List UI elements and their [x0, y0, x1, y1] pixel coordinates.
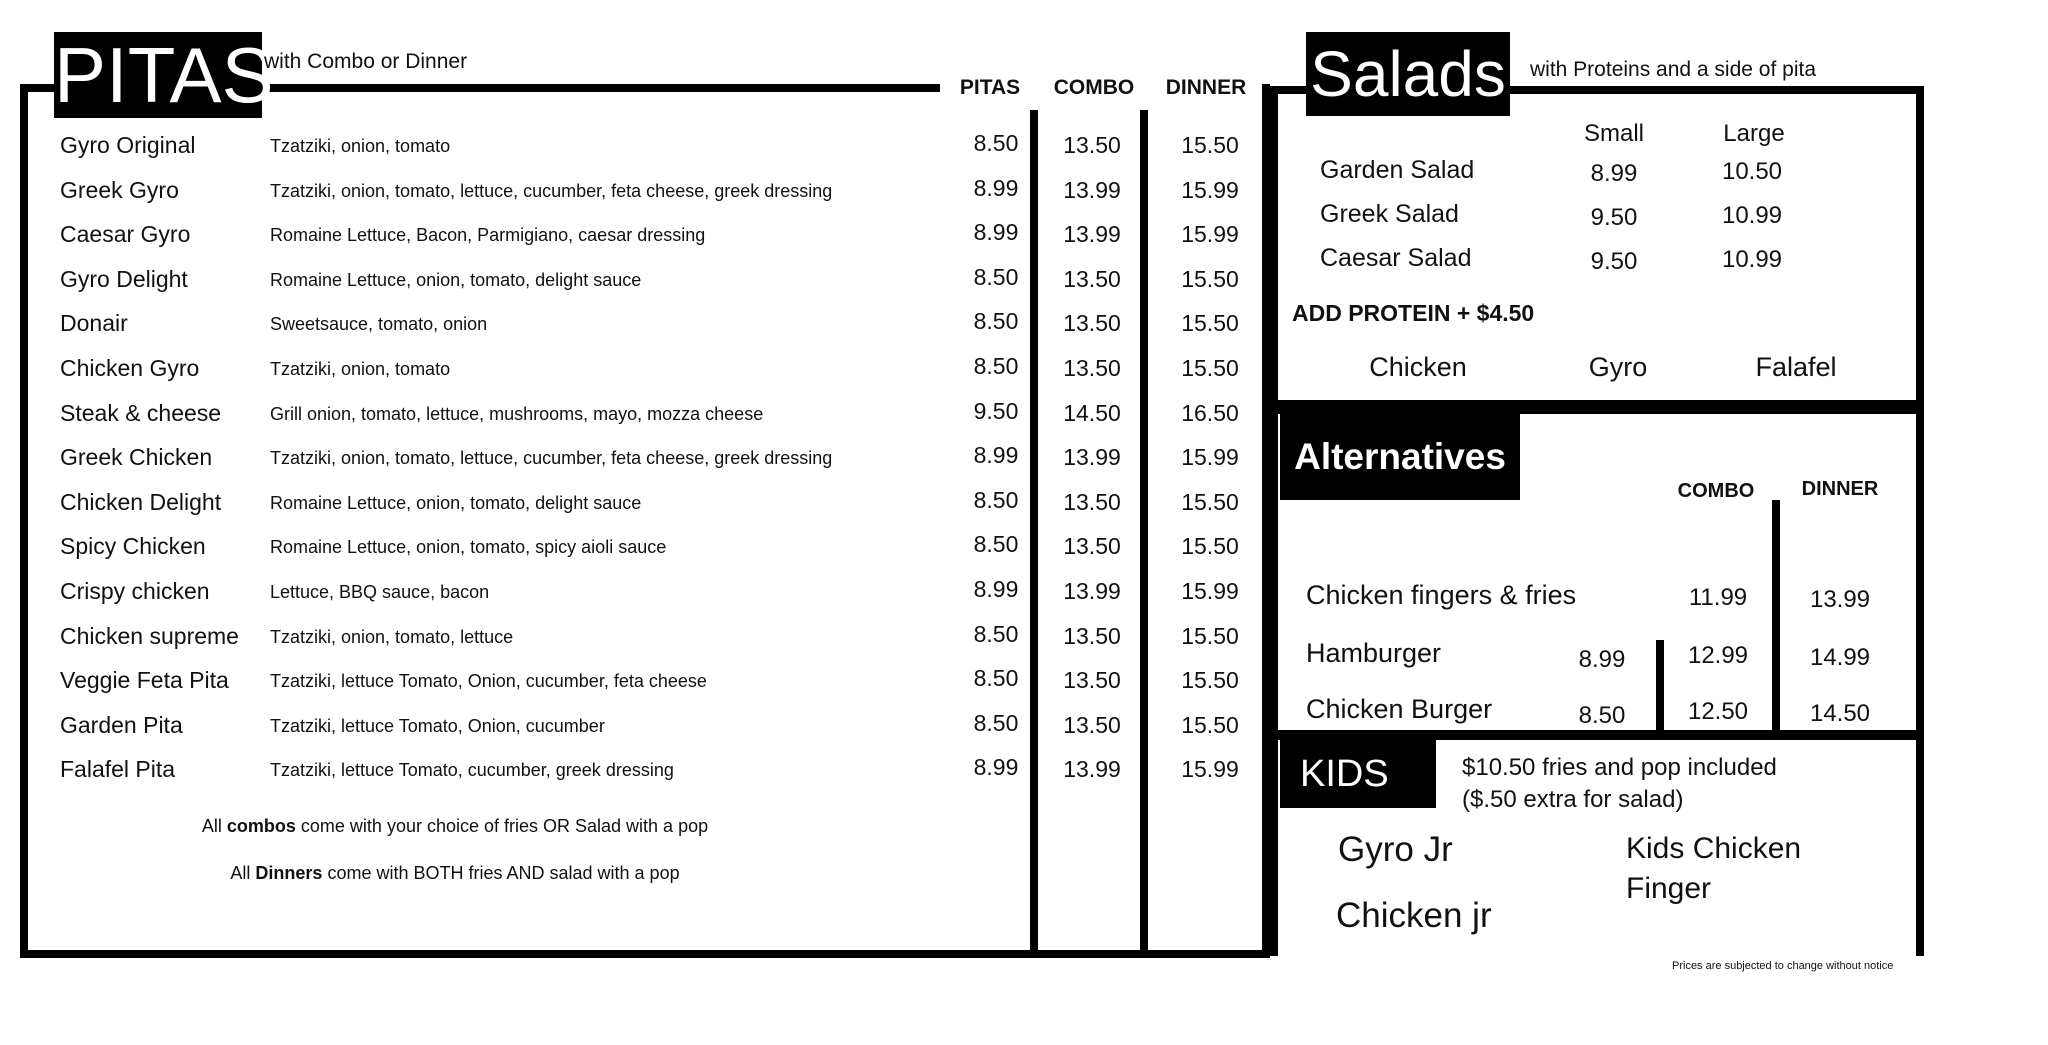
kids-item-chicken-jr: Chicken jr: [1336, 896, 1492, 935]
pita-price-combo: 13.50: [1063, 623, 1121, 649]
pita-price-dinner: 15.50: [1181, 489, 1239, 515]
pita-price-pita: 8.99: [973, 576, 1019, 602]
pita-price-combo: 13.99: [1063, 444, 1121, 470]
pita-price-combo: 13.50: [1063, 132, 1121, 158]
pitas-frame-left: [20, 84, 28, 958]
pita-price-pita: 8.99: [973, 442, 1019, 468]
pita-price-pita: 8.50: [973, 665, 1019, 691]
dinner-note-pre: All: [230, 863, 256, 883]
salads-subtitle: with Proteins and a side of pita: [1530, 58, 1817, 81]
pita-price-pita: 8.50: [973, 621, 1019, 647]
pita-item-name: Chicken Delight: [60, 489, 222, 515]
pita-price-pita: 8.50: [973, 487, 1019, 513]
pita-price-pita: 8.99: [973, 175, 1019, 201]
combo-note-post: come with your choice of fries OR Salad with a pop: [295, 816, 709, 836]
pita-item-desc: Romaine Lettuce, onion, tomato, delight sauce: [270, 493, 642, 513]
pita-item-desc: Grill onion, tomato, lettuce, mushrooms, mayo, mozza cheese: [270, 404, 764, 424]
pita-item-name: Crispy chicken: [60, 578, 210, 604]
salad-item-name: Caesar Salad: [1320, 244, 1472, 272]
alt-item-name: Chicken fingers & fries: [1306, 580, 1577, 610]
protein-chicken: Chicken: [1369, 352, 1467, 382]
pita-price-combo: 13.99: [1063, 221, 1121, 247]
pita-item-desc: Tzatziki, lettuce Tomato, Onion, cucumber, feta cheese: [270, 671, 707, 691]
alt-price-single: 8.50: [1578, 702, 1626, 729]
kids-info-line2: ($.50 extra for salad): [1462, 786, 1684, 813]
pita-price-combo: 13.50: [1063, 310, 1121, 336]
pita-item-desc: Romaine Lettuce, onion, tomato, delight sauce: [270, 270, 642, 290]
pitas-col-combo: COMBO: [1053, 76, 1135, 99]
kids-item-finger: Finger: [1626, 872, 1712, 905]
pita-price-dinner: 15.50: [1181, 667, 1239, 693]
pita-item-desc: Lettuce, BBQ sauce, bacon: [270, 582, 490, 602]
pita-price-dinner: 16.50: [1181, 400, 1239, 426]
pita-price-combo: 13.50: [1063, 667, 1121, 693]
pita-item-name: Falafel Pita: [60, 756, 176, 782]
pita-price-combo: 13.50: [1063, 266, 1121, 292]
dinner-note-post: come with BOTH fries AND salad with a pop: [322, 863, 680, 883]
pita-price-dinner: 15.50: [1181, 712, 1239, 738]
add-protein: ADD PROTEIN + $4.50: [1292, 300, 1535, 326]
pita-item-name: Gyro Delight: [60, 266, 188, 292]
pita-item-name: Greek Chicken: [60, 444, 213, 470]
pitas-frame-top-right: [1262, 84, 1270, 92]
alternatives-title: Alternatives: [1280, 414, 1520, 500]
alt-price-dinner: 14.99: [1809, 644, 1871, 671]
combo-note: [202, 816, 708, 837]
combo-note-pre: All: [201, 816, 227, 836]
alt-price-dinner: 13.99: [1809, 586, 1871, 613]
pita-price-dinner: 15.50: [1181, 310, 1239, 336]
pita-price-dinner: 15.50: [1181, 355, 1239, 381]
pita-price-combo: 13.50: [1063, 712, 1121, 738]
pita-price-pita: 8.50: [973, 531, 1019, 557]
pitas-title: PITAS: [54, 31, 274, 119]
salad-price-small: 9.50: [1590, 204, 1638, 231]
combo-note-bold: combos: [226, 816, 296, 836]
alt-divider-dinner: [1772, 500, 1780, 732]
pitas-divider-1: [1030, 110, 1038, 950]
pita-price-combo: 13.99: [1063, 177, 1121, 203]
pita-price-combo: 14.50: [1063, 400, 1121, 426]
kids-info-line1: $10.50 fries and pop included: [1462, 754, 1777, 781]
pita-item-desc: Tzatziki, onion, tomato, lettuce, cucumber, feta cheese, greek dressing: [270, 448, 833, 468]
pita-item-desc: Tzatziki, onion, tomato: [270, 136, 451, 156]
pita-price-pita: 8.50: [973, 130, 1019, 156]
alt-item-name: Hamburger: [1306, 638, 1442, 668]
pitas-divider-3: [1262, 92, 1270, 950]
salads-col-large: Large: [1723, 120, 1785, 147]
kids-item-gyro-jr: Gyro Jr: [1338, 830, 1453, 869]
pitas-subtitle: with Combo or Dinner: [264, 50, 468, 73]
pita-price-dinner: 15.50: [1181, 533, 1239, 559]
alt-price-combo: 12.50: [1687, 698, 1749, 725]
pita-price-dinner: 15.99: [1181, 221, 1239, 247]
pita-item-name: Gyro Original: [60, 132, 196, 158]
salad-price-large: 10.50: [1721, 158, 1783, 185]
price-disclaimer: Prices are subjected to change without notice: [1672, 960, 1894, 972]
pita-price-combo: 13.50: [1063, 355, 1121, 381]
alt-item-name: Chicken Burger: [1306, 694, 1493, 724]
pita-price-dinner: 15.50: [1181, 266, 1239, 292]
pita-price-combo: 13.50: [1063, 489, 1121, 515]
pita-price-pita: 8.50: [973, 308, 1019, 334]
salads-col-small: Small: [1583, 120, 1645, 147]
pita-item-desc: Tzatziki, onion, tomato, lettuce, cucumber, feta cheese, greek dressing: [270, 181, 833, 201]
pita-price-pita: 8.50: [973, 264, 1019, 290]
protein-falafel: Falafel: [1755, 352, 1837, 382]
pita-item-name: Steak & cheese: [60, 400, 222, 426]
pita-price-pita: 8.99: [973, 754, 1019, 780]
kids-separator: [1270, 730, 1924, 740]
salads-title: Salads: [1306, 32, 1510, 116]
right-frame-left: [1270, 86, 1278, 956]
pita-price-pita: 8.50: [973, 353, 1019, 379]
salad-item-name: Greek Salad: [1320, 200, 1459, 228]
pita-item-desc: Romaine Lettuce, Bacon, Parmigiano, caesar dressing: [270, 225, 706, 245]
salad-price-large: 10.99: [1721, 202, 1783, 229]
pita-item-name: Veggie Feta Pita: [60, 667, 229, 693]
alt-price-single: 8.99: [1578, 646, 1626, 673]
alt-divider-combo: [1656, 640, 1664, 732]
pitas-divider-2: [1140, 110, 1148, 950]
pitas-col-pitas: PITAS: [959, 76, 1021, 99]
pita-item-name: Chicken Gyro: [60, 355, 200, 381]
dinner-note: [230, 863, 679, 884]
salads-separator: [1270, 400, 1924, 414]
pita-item-name: Spicy Chicken: [60, 533, 206, 559]
pita-item-desc: Tzatziki, onion, tomato, lettuce: [270, 627, 514, 647]
pita-price-dinner: 15.99: [1181, 444, 1239, 470]
alt-price-combo: 11.99: [1688, 584, 1748, 611]
pita-item-name: Garden Pita: [60, 712, 183, 738]
pita-price-combo: 13.50: [1063, 533, 1121, 559]
salad-price-large: 10.99: [1721, 246, 1783, 273]
pita-price-combo: 13.99: [1063, 756, 1121, 782]
alt-col-dinner: DINNER: [1801, 478, 1879, 500]
pita-item-desc: Tzatziki, lettuce Tomato, cucumber, greek dressing: [270, 760, 674, 780]
right-frame-right: [1916, 86, 1924, 956]
pita-price-dinner: 15.99: [1181, 177, 1239, 203]
protein-gyro: Gyro: [1588, 352, 1648, 382]
dinner-note-bold: Dinners: [255, 863, 323, 883]
pita-item-desc: Tzatziki, onion, tomato: [270, 359, 451, 379]
pita-price-combo: 13.99: [1063, 578, 1121, 604]
pita-price-dinner: 15.50: [1181, 623, 1239, 649]
pita-item-name: Caesar Gyro: [60, 221, 191, 247]
pita-item-desc: Sweetsauce, tomato, onion: [270, 314, 488, 334]
alt-price-dinner: 14.50: [1809, 700, 1871, 727]
pita-price-pita: 8.50: [973, 710, 1019, 736]
alt-col-combo: COMBO: [1677, 480, 1755, 502]
salad-item-name: Garden Salad: [1320, 156, 1475, 184]
alt-price-combo: 12.99: [1687, 642, 1749, 669]
pita-price-pita: 9.50: [973, 398, 1019, 424]
pita-price-dinner: 15.99: [1181, 756, 1239, 782]
pita-item-desc: Tzatziki, lettuce Tomato, Onion, cucumber: [270, 716, 605, 736]
pitas-frame-bottom: [20, 950, 1270, 958]
pita-price-dinner: 15.99: [1181, 578, 1239, 604]
pita-item-name: Greek Gyro: [60, 177, 179, 203]
salad-price-small: 8.99: [1590, 160, 1638, 187]
pitas-col-dinner: DINNER: [1165, 76, 1247, 99]
kids-title: KIDS: [1280, 740, 1436, 808]
pita-item-name: Chicken supreme: [60, 623, 239, 649]
pita-price-dinner: 15.50: [1181, 132, 1239, 158]
right-frame-top-right: [1508, 86, 1924, 94]
pita-price-pita: 8.99: [973, 219, 1019, 245]
pita-item-name: Donair: [60, 310, 128, 336]
pita-item-desc: Romaine Lettuce, onion, tomato, spicy aioli sauce: [270, 537, 667, 557]
kids-item-kids-chicken: Kids Chicken: [1626, 832, 1802, 865]
salad-price-small: 9.50: [1590, 248, 1638, 275]
